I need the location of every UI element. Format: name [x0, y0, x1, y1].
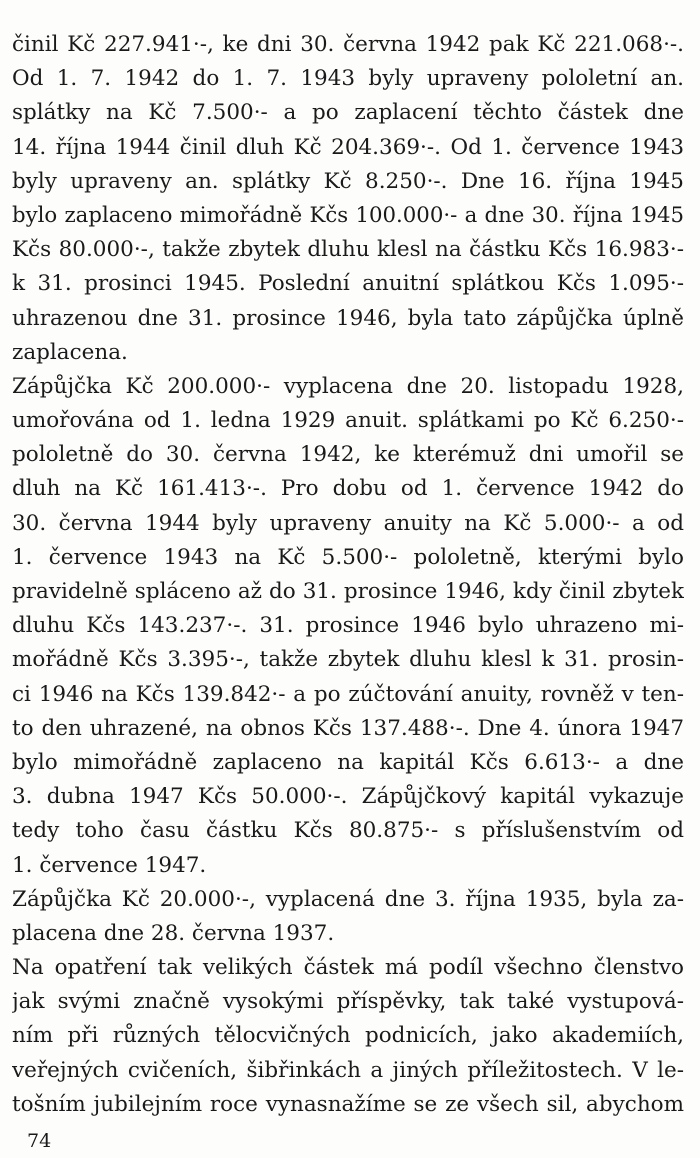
text-line: dluh na Kč 161.413·-. Pro dobu od 1. července 1942 do	[12, 476, 684, 502]
text-line: bylo mimořádně zaplaceno na kapitál Kčs 6.613·- a dne	[12, 749, 684, 775]
text-line: jak svými značně vysokými příspěvky, tak také vystupová-	[12, 989, 684, 1015]
text-line: 1. července 1947.	[12, 852, 207, 878]
text-line: k 31. prosinci 1945. Poslední anuitní splátkou Kčs 1.095·-	[12, 271, 684, 297]
text-line: ci 1946 na Kčs 139.842·- a po zúčtování anuity, rovněž v ten-	[12, 681, 684, 707]
text-line: veřejných cvičeních, šibřinkách a jiných příležitostech. V le-	[12, 1057, 684, 1083]
text-line: uhrazenou dne 31. prosince 1946, byla tato zápůjčka úplně	[12, 305, 684, 331]
text-line: tošním jubilejním roce vynasnažíme se ze všech sil, abychom	[12, 1091, 684, 1117]
text-line: 14. října 1944 činil dluh Kč 204.369·-. Od 1. července 1943	[12, 134, 684, 160]
text-line: byly upraveny an. splátky Kč 8.250·-. Dne 16. října 1945	[12, 168, 684, 194]
text-line: Zápůjčka Kč 200.000·- vyplacena dne 20. listopadu 1928,	[12, 373, 684, 399]
text-line: umořována od 1. ledna 1929 anuit. splátkami po Kč 6.250·-	[12, 408, 684, 434]
text-line: činil Kč 227.941·-, ke dni 30. června 1942 pak Kč 221.068·-.	[12, 32, 684, 57]
text-line: Od 1. 7. 1942 do 1. 7. 1943 byly upraveny pololetní an.	[12, 66, 684, 92]
text-line: 1. července 1943 na Kč 5.500·- pololetně, kterými bylo	[12, 544, 684, 570]
text-line: bylo zaplaceno mimořádně Kčs 100.000·- a dne 30. října 1945	[12, 202, 684, 228]
text-line: dluhu Kčs 143.237·-. 31. prosince 1946 bylo uhrazeno mi-	[12, 613, 684, 639]
body-text	[12, 28, 684, 1122]
text-line: to den uhrazené, na obnos Kčs 137.488·-. Dne 4. února 1947	[12, 715, 684, 741]
text-line: Kčs 80.000·-, takže zbytek dluhu klesl na částku Kčs 16.983·-	[12, 237, 684, 263]
text-line: pololetně do 30. června 1942, ke kterémuž dni umořil se	[12, 442, 684, 468]
text-line: tedy toho času částku Kčs 80.875·- s příslušenstvím od	[12, 818, 684, 844]
text-line: 30. června 1944 byly upraveny anuity na Kč 5.000·- a od	[12, 510, 684, 536]
text-line: ním při různých tělocvičných podnicích, jako akademiích,	[12, 1023, 684, 1049]
text-line: 3. dubna 1947 Kčs 50.000·-. Zápůjčkový kapitál vykazuje	[12, 784, 684, 810]
text-line: splátky na Kč 7.500·- a po zaplacení těchto částek dne	[12, 100, 684, 126]
text-line: mořádně Kčs 3.395·-, takže zbytek dluhu klesl k 31. prosin-	[12, 647, 684, 673]
text-line: Zápůjčka Kč 20.000·-, vyplacená dne 3. října 1935, byla za-	[12, 886, 684, 912]
text-line: placena dne 28. června 1937.	[12, 920, 335, 946]
text-line: zaplacena.	[12, 339, 128, 365]
text-line: pravidelně spláceno až do 31. prosince 1946, kdy činil zbytek	[12, 579, 684, 604]
page-number: 74	[27, 1130, 52, 1152]
text-line: Na opatření tak velikých částek má podíl všechno členstvo	[12, 955, 684, 981]
